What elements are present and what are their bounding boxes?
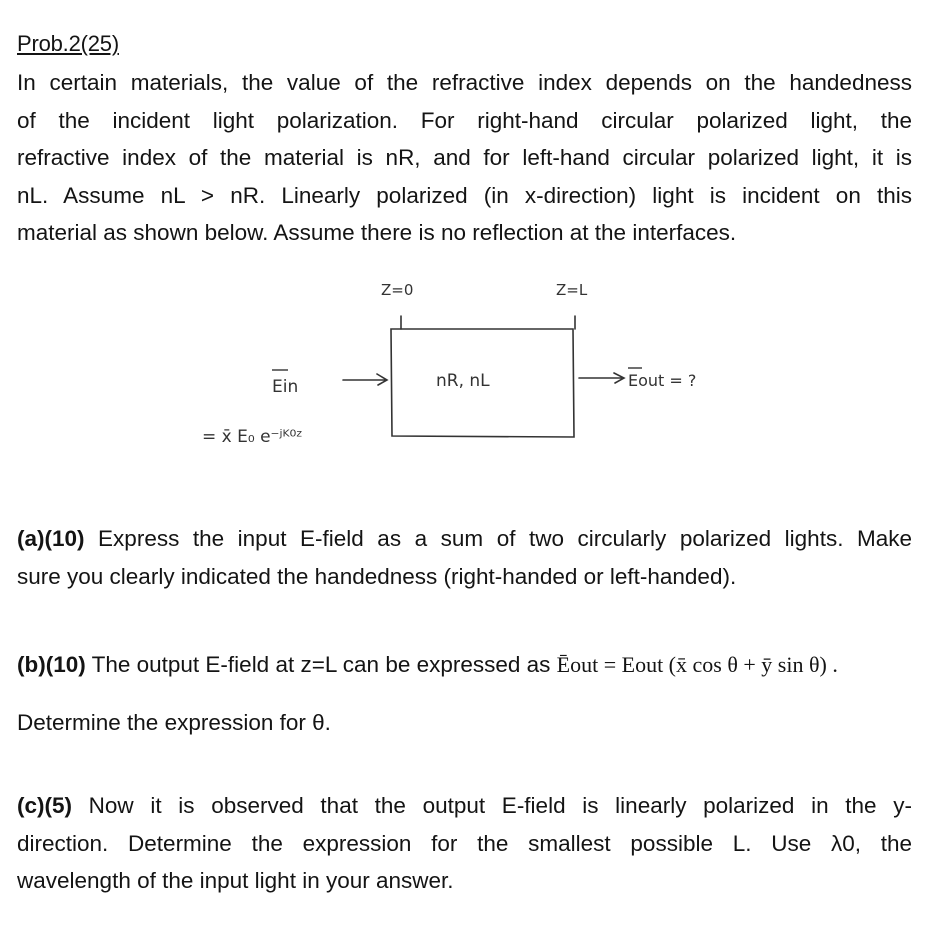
intro-line-4: nL. Assume nL > nR. Linearly polarized (in x-direction) light is incident on this <box>17 182 912 208</box>
material-label: nR, nL <box>436 371 490 391</box>
part-b-line-1 <box>17 652 838 678</box>
incident-arrow <box>343 374 387 385</box>
part-c-line-1 <box>17 787 912 825</box>
ein-label: Ein <box>272 377 299 397</box>
intro-line-5: material as shown below. Assume there is no reflection at the interfaces. <box>17 220 737 246</box>
part-a-label: (a)(10) <box>17 526 85 551</box>
setup-figure <box>0 270 948 470</box>
part-a-text-1: Express the input E-field as a sum of two circularly polarized lights. Make <box>84 526 912 551</box>
part-c-label: (c)(5) <box>17 793 72 818</box>
part-c-text-1: Now it is observed that the output E-field is linearly polarized in the y- <box>72 793 912 818</box>
part-c <box>17 787 912 900</box>
intro-line-1: In certain materials, the value of the refractive index depends on the handedness <box>17 70 912 95</box>
part-b-formula: Ēout = Eout (x̄ cos θ + ȳ sin θ) . <box>556 652 838 677</box>
part-c-line-3: wavelength of the input light in your answer. <box>17 868 454 894</box>
eout-label: Eout = ? <box>628 371 697 390</box>
part-b-text: The output E-field at z=L can be expressed as <box>85 652 557 677</box>
zL-label: Z=L <box>556 281 588 299</box>
intro-line-2: of the incident light polarization. For right-hand circular polarized light, the <box>17 107 912 133</box>
part-a <box>17 520 912 595</box>
intro-line-3: refractive index of the material is nR, and for left-hand circular polarized light, it is <box>17 145 912 171</box>
part-c-line-2: direction. Determine the expression for the smallest possible L. Use λ0, the <box>17 830 912 856</box>
ein-expression: = x̄ E₀ e⁻ʲᴷ⁰ᶻ <box>202 427 303 447</box>
z0-label: Z=0 <box>381 281 414 299</box>
output-arrow <box>579 373 624 383</box>
part-a-line-2: sure you clearly indicated the handedness (right-handed or left-handed). <box>17 563 737 589</box>
part-b-label: (b)(10) <box>17 652 86 677</box>
problem-title: Prob.2(25) <box>17 31 119 56</box>
intro-paragraph <box>17 64 912 252</box>
part-b-line-2: Determine the expression for θ. <box>17 710 331 735</box>
part-a-line-1 <box>17 520 912 558</box>
